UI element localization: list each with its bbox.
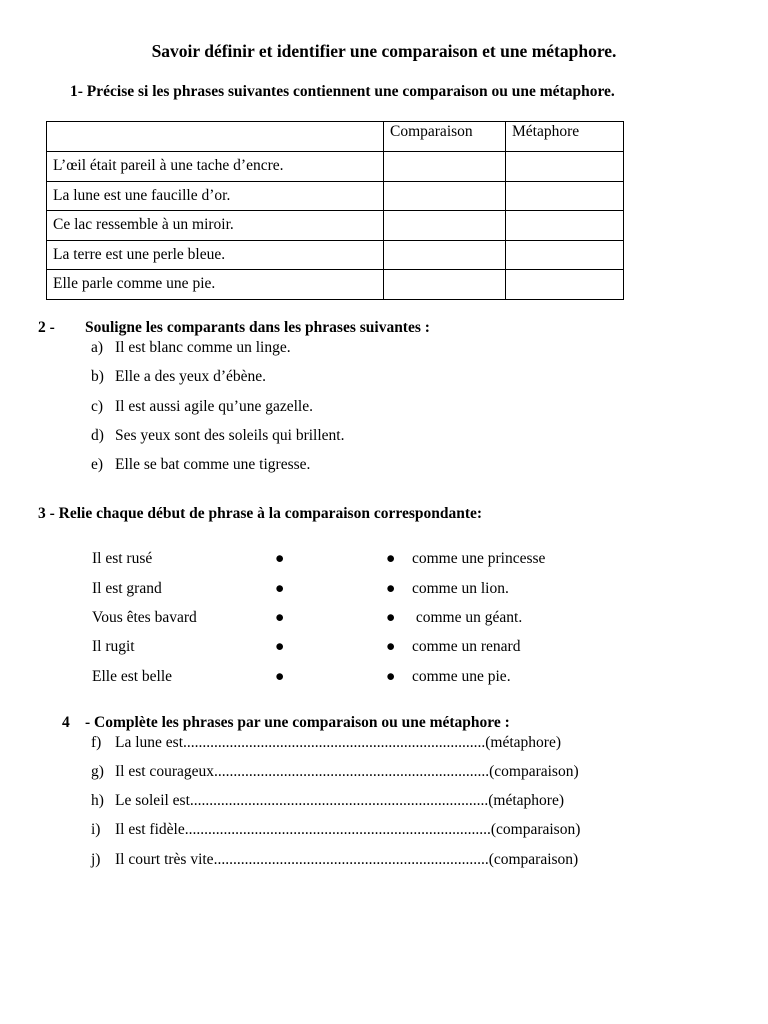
exercise-4-heading: - Complète les phrases par une comparaison ou une métaphore : — [85, 714, 510, 731]
item-label: d) — [91, 427, 104, 444]
match-left-item: Il est grand — [92, 580, 162, 597]
list-item — [91, 368, 266, 386]
item-label: c) — [91, 398, 104, 415]
table-row — [47, 152, 624, 182]
left-bullet-dot[interactable]: ● — [275, 668, 285, 685]
sentence-cell: La lune est une faucille d’or. — [47, 181, 384, 211]
item-label: h) — [91, 792, 104, 809]
list-item — [91, 821, 580, 839]
fill-in-text[interactable]: Il court très vite.......................................................................(comparaison) — [115, 851, 579, 868]
list-item — [91, 792, 564, 810]
comparaison-answer-cell[interactable] — [384, 211, 506, 241]
right-bullet-dot[interactable]: ● — [386, 638, 396, 655]
list-item — [91, 339, 291, 357]
left-bullet-dot[interactable]: ● — [275, 638, 285, 655]
match-left-item: Vous êtes bavard — [92, 609, 197, 626]
exercise-1-table — [46, 121, 624, 300]
exercise-4-number: 4 — [62, 714, 70, 731]
list-item — [91, 398, 313, 416]
item-label: a) — [91, 339, 104, 356]
match-left-item: Il rugit — [92, 638, 135, 655]
fill-in-text[interactable]: Il est fidèle...............................................................................(comparaison) — [115, 821, 581, 838]
metaphore-answer-cell[interactable] — [506, 270, 624, 300]
comparaison-answer-cell[interactable] — [384, 240, 506, 270]
match-right-item: comme un lion. — [412, 580, 509, 597]
item-text: Il est blanc comme un linge. — [115, 339, 291, 356]
exercise-3-heading: 3 - Relie chaque début de phrase à la comparaison correspondante: — [38, 505, 483, 522]
table-row — [47, 211, 624, 241]
right-bullet-dot[interactable]: ● — [386, 580, 396, 597]
comparaison-answer-cell[interactable] — [384, 181, 506, 211]
metaphore-answer-cell[interactable] — [506, 240, 624, 270]
metaphore-answer-cell[interactable] — [506, 152, 624, 182]
item-label: e) — [91, 456, 104, 473]
list-item — [91, 734, 561, 752]
item-text: Il est aussi agile qu’une gazelle. — [115, 398, 313, 415]
fill-in-text[interactable]: Il est courageux.......................................................................(comparaison) — [115, 763, 579, 780]
left-bullet-dot[interactable]: ● — [275, 550, 285, 567]
item-label: f) — [91, 734, 102, 751]
item-label: g) — [91, 763, 104, 780]
left-bullet-dot[interactable]: ● — [275, 580, 285, 597]
item-text: Ses yeux sont des soleils qui brillent. — [115, 427, 345, 444]
item-text: Elle se bat comme une tigresse. — [115, 456, 311, 473]
list-item — [91, 427, 344, 445]
item-label: b) — [91, 368, 104, 385]
metaphore-answer-cell[interactable] — [506, 181, 624, 211]
table-row — [47, 270, 624, 300]
table-header-row — [47, 122, 624, 152]
right-bullet-dot[interactable]: ● — [386, 550, 396, 567]
item-label: j) — [91, 851, 101, 868]
page-title: Savoir définir et identifier une comparaison et une métaphore. — [151, 41, 617, 61]
list-item — [91, 851, 578, 869]
match-right-item: comme un géant. — [412, 609, 523, 626]
comparaison-answer-cell[interactable] — [384, 152, 506, 182]
item-label: i) — [91, 821, 101, 838]
right-bullet-dot[interactable]: ● — [386, 668, 396, 685]
list-item — [91, 763, 579, 781]
comparaison-answer-cell[interactable] — [384, 270, 506, 300]
table-row — [47, 240, 624, 270]
fill-in-text[interactable]: Le soleil est.............................................................................(métaphore) — [115, 792, 565, 809]
fill-in-text[interactable]: La lune est..............................................................................(métaphore) — [115, 734, 561, 751]
exercise-2-heading: Souligne les comparants dans les phrases suivantes : — [85, 319, 430, 336]
header-empty-cell — [47, 122, 384, 152]
match-left-item: Il est rusé — [92, 550, 153, 567]
match-right-item: comme une princesse — [412, 550, 546, 567]
match-right-item: comme une pie. — [412, 668, 511, 685]
sentence-cell: La terre est une perle bleue. — [47, 240, 384, 270]
left-bullet-dot[interactable]: ● — [275, 609, 285, 626]
exercise-2-number: 2 - — [38, 319, 55, 336]
metaphore-answer-cell[interactable] — [506, 211, 624, 241]
header-metaphore: Métaphore — [506, 122, 624, 152]
sentence-cell: Elle parle comme une pie. — [47, 270, 384, 300]
table-row — [47, 181, 624, 211]
match-right-item: comme un renard — [412, 638, 521, 655]
header-comparaison: Comparaison — [384, 122, 506, 152]
exercise-1-heading: 1- Précise si les phrases suivantes contiennent une comparaison ou une métaphore. — [70, 83, 615, 100]
match-left-item: Elle est belle — [92, 668, 173, 685]
right-bullet-dot[interactable]: ● — [386, 609, 396, 626]
item-text: Elle a des yeux d’ébène. — [115, 368, 267, 385]
sentence-cell: L’œil était pareil à une tache d’encre. — [47, 152, 384, 182]
list-item — [91, 456, 310, 474]
sentence-cell: Ce lac ressemble à un miroir. — [47, 211, 384, 241]
